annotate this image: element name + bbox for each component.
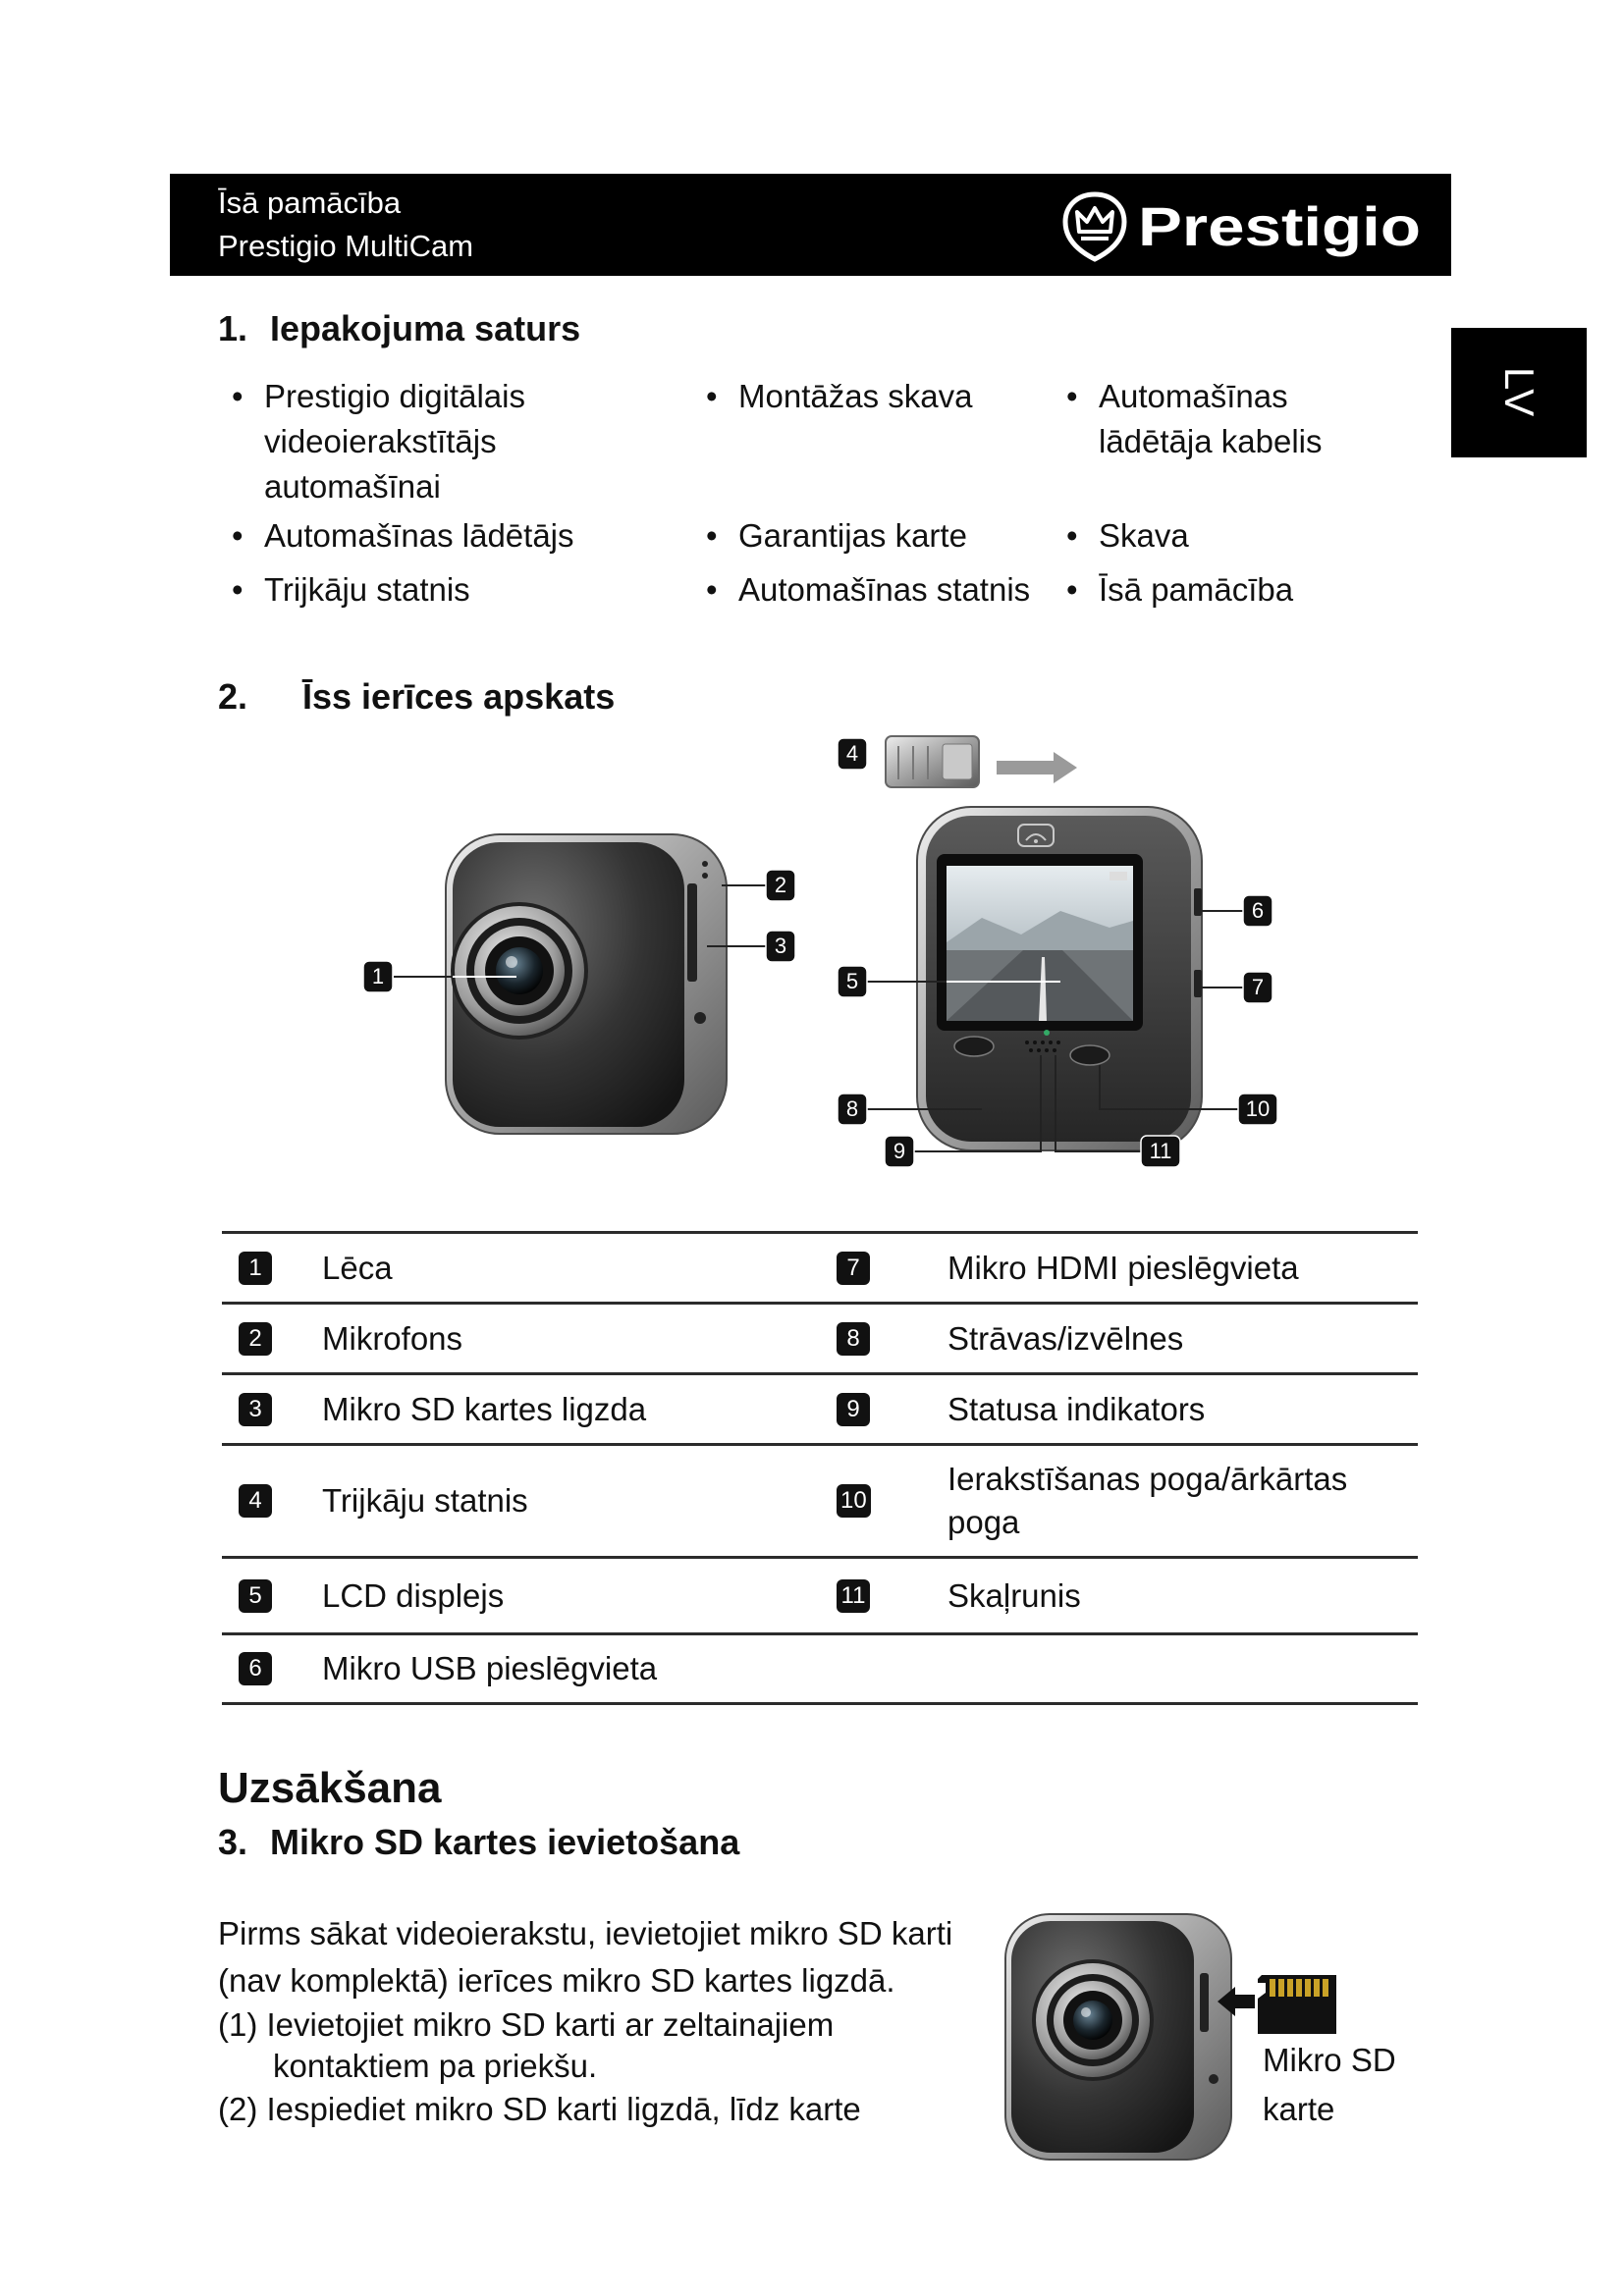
callout-number: 10: [1245, 1095, 1271, 1121]
microphone-hole: [702, 861, 708, 867]
package-item-line: • Automašīnas statnis: [738, 571, 1031, 608]
section-3-title: Mikro SD kartes ievietošana: [270, 1822, 740, 1862]
part-number-badge: 7: [837, 1252, 870, 1285]
part-number-badge: 5: [239, 1579, 272, 1613]
package-item-line: • Skava: [1099, 517, 1189, 554]
slide-arrow-icon: [997, 752, 1077, 783]
lens-icon: [1032, 1959, 1154, 2081]
microsd-caption-line: karte: [1263, 2091, 1335, 2127]
section-3-number: 3.: [218, 1822, 248, 1862]
part-number-badge: 1: [239, 1252, 272, 1285]
part-label: Statusa indikators: [947, 1390, 1206, 1427]
camera-back-view: [917, 807, 1202, 1150]
package-item: [706, 513, 967, 559]
power-menu-button: [954, 1037, 994, 1056]
part-number-badge: 2: [239, 1322, 272, 1356]
getting-started-heading: Uzsākšana: [218, 1764, 442, 1812]
camera-front-view: [1005, 1914, 1231, 2160]
callout-label-4: [838, 738, 867, 770]
package-item-line: • Garantijas karte: [738, 517, 967, 554]
part-label: LCD displejs: [322, 1576, 505, 1614]
part-number-badge: 3: [239, 1393, 272, 1426]
callout-number: 5: [845, 968, 859, 993]
callout-number: 3: [774, 933, 787, 958]
section-2-title: Īss ierīces apskats: [302, 676, 616, 717]
callout-label-9: [885, 1136, 914, 1167]
paragraph-line: (2) Iespiediet mikro SD karti ligzdā, līdz karte: [218, 2091, 861, 2127]
microsd-card-icon: [1258, 1975, 1336, 2034]
callout-number: 4: [845, 740, 859, 766]
part-number-badge: 10: [837, 1484, 871, 1518]
package-item: [706, 567, 1030, 613]
package-item-line: videoierakstītājs: [264, 423, 497, 459]
package-item-line: lādētāja kabelis: [1099, 423, 1323, 459]
part-label: Mikrofons: [322, 1319, 463, 1357]
part-label: Mikro HDMI pieslēgvieta: [947, 1249, 1299, 1286]
table-row: [222, 1231, 1418, 1302]
camera-front-view: [446, 834, 727, 1134]
package-item: [232, 567, 470, 613]
package-item-line: • Trijkāju statnis: [264, 571, 470, 608]
part-label: Skaļrunis: [947, 1576, 1081, 1614]
callout-number: 6: [1251, 897, 1265, 923]
part-number-badge: 9: [837, 1393, 870, 1426]
lcd-screen: [947, 866, 1133, 1021]
callout-label-1: [363, 961, 393, 992]
part-label: Trijkāju statnis: [322, 1482, 528, 1519]
package-item: [232, 513, 574, 559]
package-item-line: • Prestigio digitālais: [264, 378, 525, 414]
package-item: [1066, 567, 1293, 613]
callout-number: 11: [1149, 1138, 1172, 1163]
prestigio-logo: [1056, 187, 1429, 265]
package-item: [1066, 374, 1323, 464]
callout-label-10: [1238, 1094, 1277, 1125]
micro-hdmi-port: [1194, 970, 1202, 997]
table-row: [222, 1372, 1418, 1443]
part-number-badge: 11: [837, 1579, 870, 1613]
callout-label-8: [838, 1094, 867, 1125]
status-led: [1044, 1030, 1050, 1036]
microsd-insertion-illustration: [992, 1904, 1404, 2169]
language-tab-label: LV: [1496, 366, 1543, 419]
part-label: Lēca: [322, 1249, 393, 1286]
callout-label-11: [1141, 1136, 1180, 1167]
part-label: Mikro SD kartes ligzda: [322, 1390, 647, 1427]
package-item-line: automašīnai: [264, 468, 441, 505]
callout-number: 8: [845, 1095, 859, 1121]
part-number-badge: 4: [239, 1484, 272, 1518]
part-number-badge: 6: [239, 1652, 272, 1685]
callout-number: 9: [893, 1138, 906, 1163]
package-item-line: • Automašīnas lādētājs: [264, 517, 574, 554]
paragraph-line: (nav komplektā) ierīces mikro SD kartes ligzdā.: [218, 1962, 895, 1999]
section-1-number: 1.: [218, 308, 248, 348]
section-2-number: 2.: [218, 676, 248, 717]
table-row: [222, 1632, 1418, 1705]
table-row: [222, 1556, 1418, 1632]
section-1-title: Iepakojuma saturs: [270, 308, 581, 348]
table-row: [222, 1443, 1418, 1556]
callout-number: 1: [371, 963, 385, 988]
part-label: Mikro USB pieslēgvieta: [322, 1650, 658, 1686]
table-row: [222, 1302, 1418, 1372]
package-item: [706, 374, 972, 419]
paragraph-line: Pirms sākat videoierakstu, ievietojiet mikro SD karti: [218, 1915, 953, 1951]
header-title-line-2: Prestigio MultiCam: [218, 229, 474, 263]
part-number-badge: 8: [837, 1322, 870, 1356]
logo-wordmark: Prestigio: [1138, 195, 1421, 257]
prestigio-emblem-icon: [1065, 194, 1124, 259]
microsd-slot: [1200, 1973, 1209, 2032]
part-label: Strāvas/izvēlnes: [947, 1319, 1184, 1357]
callout-label-5: [838, 966, 867, 997]
callout-label-2: [766, 870, 795, 901]
microsd-slot: [687, 883, 697, 982]
package-item: [232, 374, 525, 509]
tripod-mount: [886, 736, 979, 787]
package-item-line: • Automašīnas: [1099, 378, 1288, 414]
package-item-line: • Īsā pamācība: [1099, 571, 1294, 608]
callout-number: 2: [774, 872, 787, 897]
header-bar: [170, 174, 1451, 276]
callout-number: 7: [1251, 974, 1265, 999]
micro-usb-port: [1194, 888, 1202, 916]
battery-icon: [1110, 872, 1127, 881]
paragraph-line: kontaktiem pa priekšu.: [273, 2048, 598, 2084]
lens-icon: [451, 902, 588, 1040]
paragraph-line: (1) Ievietojiet mikro SD karti ar zeltainajiem: [218, 2006, 835, 2043]
header-title: [218, 182, 473, 268]
callout-label-6: [1243, 895, 1272, 927]
device-overview-diagram: [334, 717, 1306, 1188]
package-item-line: • Montāžas skava: [738, 378, 973, 414]
record-button: [1070, 1045, 1110, 1065]
package-item: [1066, 513, 1189, 559]
callout-label-7: [1243, 972, 1272, 1003]
header-title-line-1: Īsā pamācība: [218, 186, 402, 220]
language-tab: [1451, 328, 1587, 457]
callout-label-3: [766, 931, 795, 962]
part-label: Ierakstīšanas poga/ārkārtas poga: [947, 1461, 1348, 1540]
microsd-caption-line: Mikro SD: [1263, 2042, 1396, 2078]
